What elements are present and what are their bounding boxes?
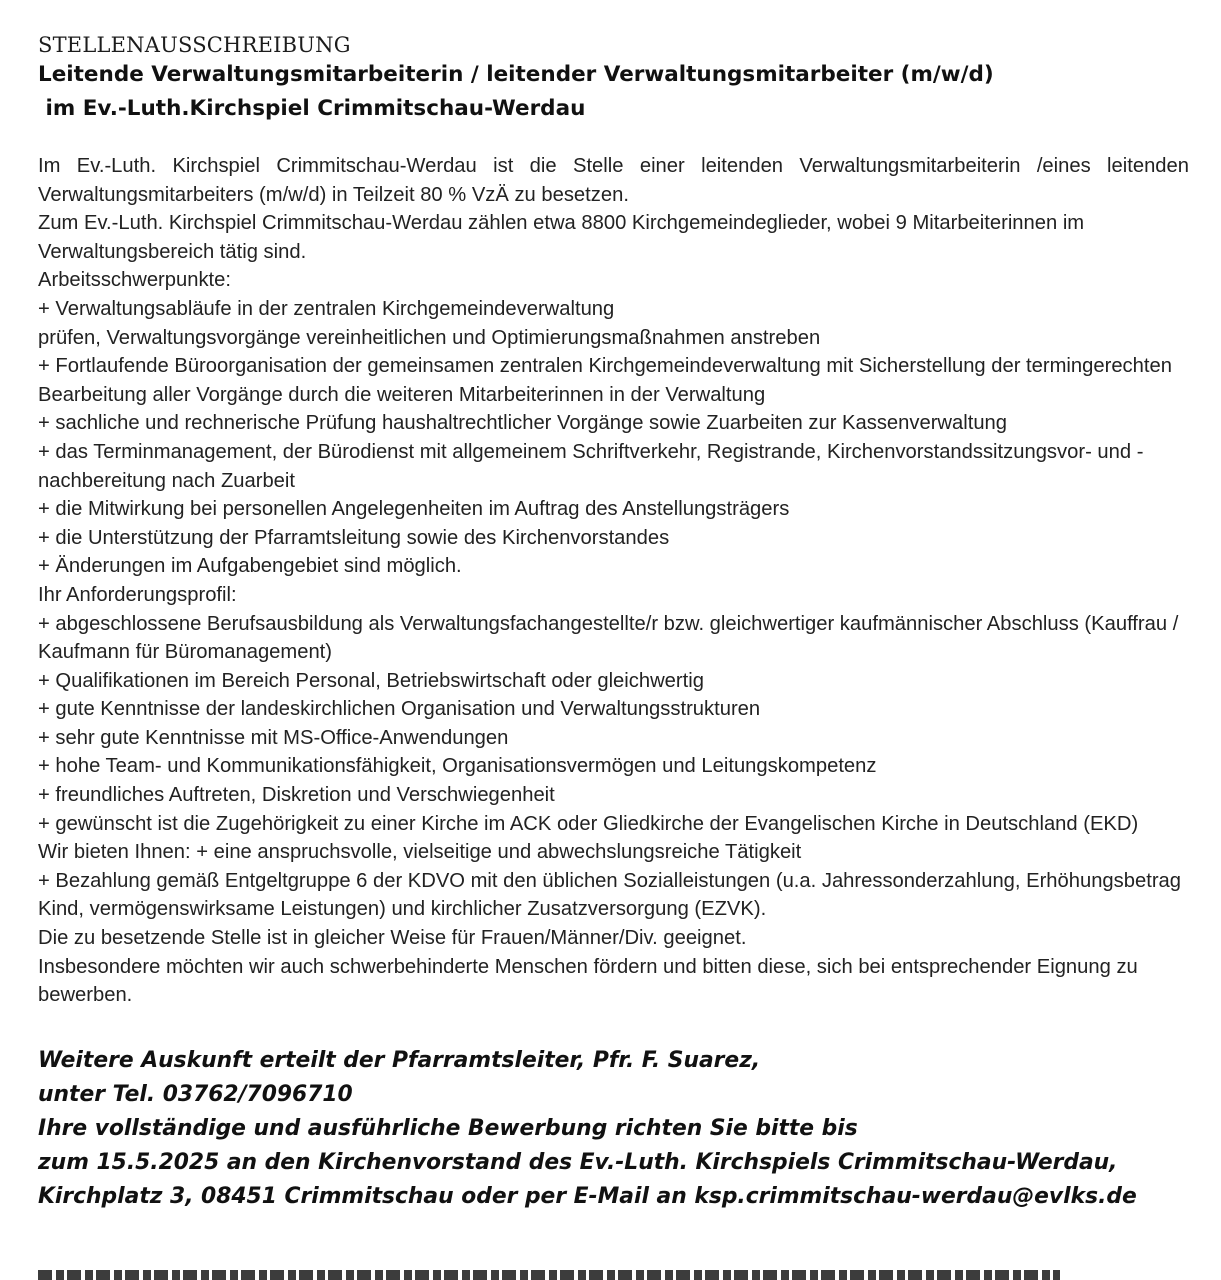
- contact-block: [38, 1044, 1189, 1214]
- equality-statement: Die zu besetzende Stelle ist in gleicher Weise für Frauen/Männer/Div. geeignet.: [38, 927, 747, 950]
- task-item: + die Mitwirkung bei personellen Angelegenheiten im Auftrag des Anstellungsträgers: [38, 498, 790, 521]
- profile-item: + freundliches Auftreten, Diskretion und Verschwiegenheit: [38, 784, 555, 807]
- profile-item: + sehr gute Kenntnisse mit MS-Office-Anwendungen: [38, 726, 509, 749]
- tasks-heading: Arbeitsschwerpunkte:: [38, 269, 231, 292]
- cut-off-text-line: [38, 1270, 1060, 1280]
- contact-address-email-line: Kirchplatz 3, 08451 Crimmitschau oder per E-Mail an ksp.crimmitschau-werdau@evlks.de: [38, 1183, 1137, 1209]
- contact-deadline-line: zum 15.5.2025 an den Kirchenvorstand des Ev.-Luth. Kirchspiels Crimmitschau-Werdau,: [38, 1149, 1118, 1175]
- profile-item: + Qualifikationen im Bereich Personal, Betriebswirtschaft oder gleichwertig: [38, 669, 704, 692]
- offer-item: Wir bieten Ihnen: + eine anspruchsvolle, vielseitige und abwechslungsreiche Tätigkeit: [38, 841, 802, 864]
- task-item: + das Terminmanagement, der Bürodienst mit allgemeinem Schriftverkehr, Registrande, Kirchenvorstandssitzungsvor- und -nachbereitung nach Zuarbeit: [38, 440, 1144, 492]
- posting-body: [38, 152, 1189, 1010]
- document-kicker: STELLENAUSSCHREIBUNG: [38, 33, 351, 57]
- offer-item: + Bezahlung gemäß Entgeltgruppe 6 der KDVO mit den üblichen Sozialleistungen (u.a. Jahressonderzahlung, Erhöhungsbetrag Kind, vermögenswirksame Leistungen) und kirchlicher Zusatzversorgung (EZVK).: [38, 869, 1181, 921]
- task-item: + Fortlaufende Büroorganisation der gemeinsamen zentralen Kirchgemeindeverwaltung mit Sicherstellung der termingerechten Bearbeitung aller Vorgänge durch die weiteren Mitarbeiterinnen in der Verwaltung: [38, 355, 1172, 406]
- job-title: [38, 58, 1189, 126]
- task-item: + Änderungen im Aufgabengebiet sind möglich.: [38, 555, 462, 578]
- profile-item: + gewünscht ist die Zugehörigkeit zu einer Kirche im ACK oder Gliedkirche der Evangelischen Kirche in Deutschland (EKD): [38, 812, 1139, 835]
- task-item: + sachliche und rechnerische Prüfung haushaltrechtlicher Vorgänge sowie Zuarbeiten zur Kassenverwaltung: [38, 412, 1008, 435]
- contact-phone-line: unter Tel. 03762/7096710: [38, 1081, 353, 1107]
- task-item: prüfen, Verwaltungsvorgänge vereinheitlichen und Optimierungsmaßnahmen anstreben: [38, 326, 821, 349]
- contact-line-3: Ihre vollständige und ausführliche Bewerbung richten Sie bitte bis: [38, 1115, 858, 1141]
- disability-statement: Insbesondere möchten wir auch schwerbehinderte Menschen fördern und bitten diese, sich bei entsprechender Eignung zu bewerben.: [38, 955, 1138, 1007]
- intro-paragraph-1: Im Ev.-Luth. Kirchspiel Crimmitschau-Werdau ist die Stelle einer leitenden Verwaltungsmitarbeiterin /eines leitenden Verwaltungsmitarbeiters (m/w/d) in Teilzeit 80 % VzÄ zu besetzen.: [38, 155, 1189, 206]
- task-item: + Verwaltungsabläufe in der zentralen Kirchgemeindeverwaltung: [38, 297, 615, 320]
- intro-paragraph-2: Zum Ev.-Luth. Kirchspiel Crimmitschau-Werdau zählen etwa 8800 Kirchgemeindeglieder, wobei 9 Mitarbeiterinnen im Verwaltungsbereich tätig sind.: [38, 212, 1085, 263]
- job-title-line-2: im Ev.-Luth.Kirchspiel Crimmitschau-Werdau: [38, 96, 586, 121]
- contact-line-1: Weitere Auskunft erteilt der Pfarramtsleiter, Pfr. F. Suarez,: [38, 1047, 761, 1073]
- profile-item: + hohe Team- und Kommunikationsfähigkeit, Organisationsvermögen und Leitungskompetenz: [38, 755, 877, 778]
- job-title-line-1: Leitende Verwaltungsmitarbeiterin / leitender Verwaltungsmitarbeiter (m/w/d): [38, 62, 994, 87]
- profile-item: + gute Kenntnisse der landeskirchlichen Organisation und Verwaltungsstrukturen: [38, 698, 761, 721]
- profile-heading: Ihr Anforderungsprofil:: [38, 583, 237, 606]
- profile-item: + abgeschlossene Berufsausbildung als Verwaltungsfachangestellte/r bzw. gleichwertiger kaufmännischer Abschluss (Kauffrau / Kaufmann für Büromanagement): [38, 612, 1179, 664]
- task-item: + die Unterstützung der Pfarramtsleitung sowie des Kirchenvorstandes: [38, 526, 670, 549]
